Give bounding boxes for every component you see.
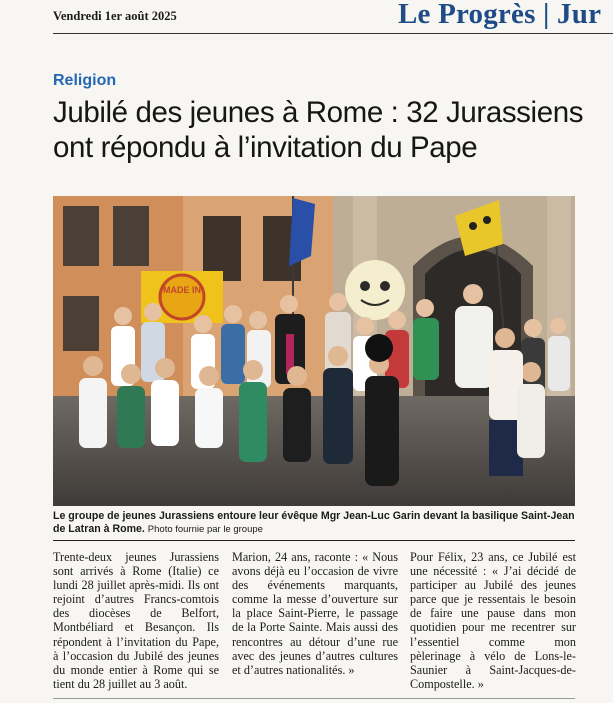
headline-line-2: ont répondu à l’invitation du Pape (53, 131, 478, 164)
article-column-1: Trente-deux jeunes Jurassiens sont arrivés à Rome (Italie) ce lundi 28 juillet après-midi. Ils ont rejoint d’autres Francs-comtois des diocèses de Belfort, Montbéliard et Besançon. Ils répondent à l’invitation du Pape, à l’occasion du Jubilé des jeunes du monde entier à Rome qui se tient du 28 juillet au 3 août. (53, 550, 219, 691)
masthead-rule (53, 33, 613, 34)
article-headline (53, 95, 603, 165)
photo-credit: Photo fournie par le groupe (147, 524, 263, 535)
article-column-3: Pour Félix, 23 ans, ce Jubilé est une nécessité : « J’ai décidé de participer au Jubilé des jeunes parce que je ressentais le besoin de faire une pause dans mon quotidien pour me recentrer sur l’essentiel comme mon pèlerinage à vélo de Lons-le-Saunier à Saint-Jacques-de-Compostelle. » (410, 550, 576, 691)
banner-text: MADE IN (163, 285, 201, 295)
caption-text: Le groupe de jeunes Jurassiens entoure leur évêque Mgr Jean-Luc Garin devant la basilique Saint-Jean de Latran à Rome. (53, 510, 575, 535)
article-photo (53, 196, 575, 506)
page-bottom-rule (53, 698, 575, 699)
issue-date: Vendredi 1er août 2025 (53, 9, 177, 23)
article-column-2: Marion, 24 ans, raconte : « Nous avons déjà eu l’occasion de vivre des événements marquants, comme la messe d’ouverture sur la place Saint-Pierre, le passage de la Porte Sainte. Mais aussi des rencontres au détour d’une rue avec des jeunes d’autres cultures et d’autres nationalités. » (232, 550, 398, 677)
caption-rule (53, 540, 575, 541)
section-rubric: Religion (53, 72, 117, 89)
group-photo-illustration (53, 196, 575, 506)
newspaper-logo: Le Progrès | Jur (398, 0, 602, 30)
photo-caption (53, 510, 575, 536)
headline-line-1: Jubilé des jeunes à Rome : 32 Jurassiens (53, 96, 584, 129)
